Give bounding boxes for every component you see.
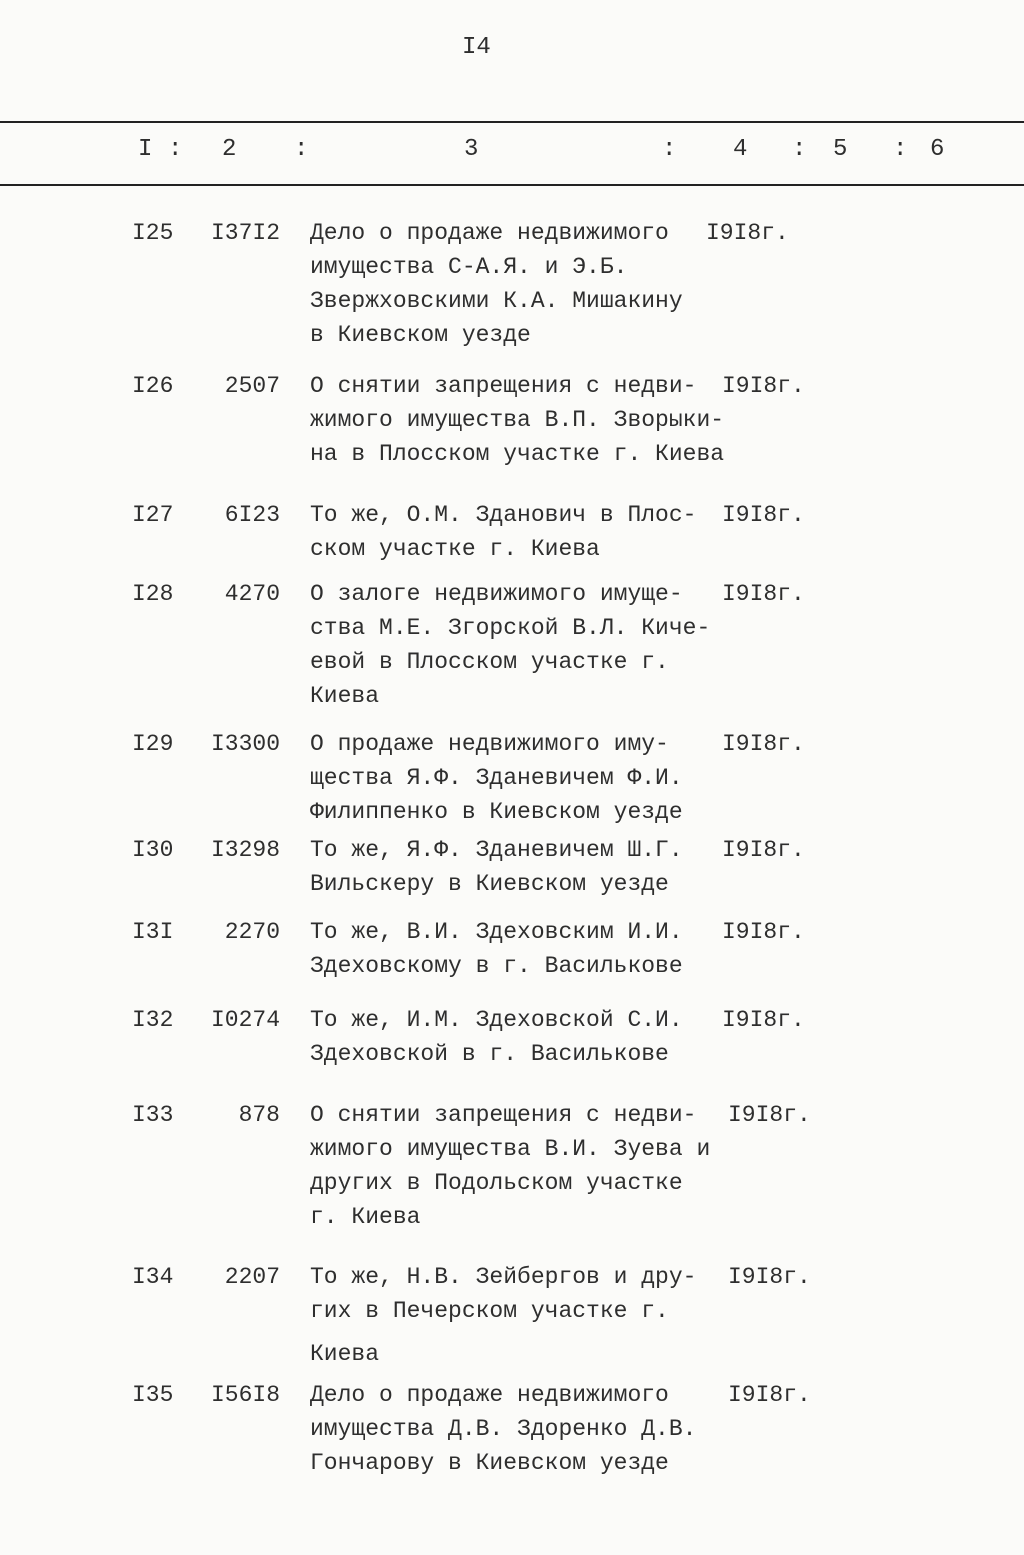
col-1: I xyxy=(138,136,153,163)
record-code: I3298 xyxy=(210,837,280,863)
record-year: I9I8г. xyxy=(722,837,805,863)
record-year: I9I8г. xyxy=(722,731,805,757)
record-year: I9I8г. xyxy=(722,373,805,399)
description-line: Киева xyxy=(310,1341,380,1367)
description-line: Дело о продаже недвижимого xyxy=(310,1382,669,1408)
record-code: I56I8 xyxy=(210,1382,280,1408)
record-number: I28 xyxy=(132,581,174,607)
record-description xyxy=(310,498,696,566)
record-code: 6I23 xyxy=(224,502,280,528)
page-number: I4 xyxy=(462,34,491,61)
description-line: имущества С-А.Я. и Э.Б. xyxy=(310,254,628,280)
record-year: I9I8г. xyxy=(722,919,805,945)
record-year: I9I8г. xyxy=(722,581,805,607)
record-code: 2270 xyxy=(224,919,280,945)
description-line: г. Киева xyxy=(310,1204,421,1230)
record-description xyxy=(310,833,683,901)
description-line: Дело о продаже недвижимого xyxy=(310,220,669,246)
record-number: I26 xyxy=(132,373,174,399)
description-line: Здеховскому в г. Василькове xyxy=(310,953,683,979)
record-description xyxy=(310,1378,696,1480)
record-year: I9I8г. xyxy=(722,1007,805,1033)
col-sep: : xyxy=(168,136,183,163)
col-2: 2 xyxy=(222,136,237,163)
description-line: То же, Я.Ф. Зданевичем Ш.Г. xyxy=(310,837,683,863)
description-line: имущества Д.В. Здоренко Д.В. xyxy=(310,1416,697,1442)
record-code: 4270 xyxy=(224,581,280,607)
description-line: ства М.Е. Згорской В.Л. Киче- xyxy=(310,615,711,641)
record-description xyxy=(310,1098,710,1234)
record-year: I9I8г. xyxy=(728,1382,811,1408)
description-line: в Киевском уезде xyxy=(310,322,531,348)
description-line: других в Подольском участке xyxy=(310,1170,683,1196)
description-line: Вильскеру в Киевском уезде xyxy=(310,871,669,897)
record-number: I3I xyxy=(132,919,174,945)
description-line: Гончарову в Киевском уезде xyxy=(310,1450,669,1476)
col-sep: : xyxy=(294,136,309,163)
col-sep: : xyxy=(893,136,908,163)
col-4: 4 xyxy=(733,136,748,163)
description-line: О снятии запрещения с недви- xyxy=(310,373,697,399)
header-top-rule xyxy=(0,121,1024,123)
record-year: I9I8г. xyxy=(706,220,789,246)
col-3: 3 xyxy=(464,136,479,163)
description-line: То же, В.И. Здеховским И.И. xyxy=(310,919,683,945)
header-bottom-rule xyxy=(0,184,1024,186)
description-line: Филиппенко в Киевском уезде xyxy=(310,799,683,825)
record-number: I33 xyxy=(132,1102,174,1128)
description-line: ском участке г. Киева xyxy=(310,536,600,562)
description-line: О продаже недвижимого иму- xyxy=(310,731,669,757)
description-line: щества Я.Ф. Зданевичем Ф.И. xyxy=(310,765,683,791)
record-number: I34 xyxy=(132,1264,174,1290)
record-description xyxy=(310,369,724,471)
col-sep: : xyxy=(792,136,807,163)
record-description xyxy=(310,1260,696,1371)
record-number: I35 xyxy=(132,1382,174,1408)
description-line: Звержховскими К.А. Мишакину xyxy=(310,288,683,314)
description-line: жимого имущества В.П. Зворыки- xyxy=(310,407,725,433)
record-code: 878 xyxy=(238,1102,280,1128)
description-line: на в Плосском участке г. Киева xyxy=(310,441,725,467)
description-line: То же, Н.В. Зейбергов и дру- xyxy=(310,1264,697,1290)
description-line: О снятии запрещения с недви- xyxy=(310,1102,697,1128)
record-number: I27 xyxy=(132,502,174,528)
record-code: I37I2 xyxy=(210,220,280,246)
record-description xyxy=(310,915,683,983)
description-line: То же, И.М. Здеховской С.И. xyxy=(310,1007,683,1033)
record-description xyxy=(310,1003,683,1071)
description-line: Киева xyxy=(310,683,380,709)
record-code: I3300 xyxy=(210,731,280,757)
record-description xyxy=(310,727,683,829)
description-line: То же, О.М. Зданович в Плос- xyxy=(310,502,697,528)
description-line: жимого имущества В.И. Зуева и xyxy=(310,1136,711,1162)
description-line: гих в Печерском участке г. xyxy=(310,1298,669,1324)
record-year: I9I8г. xyxy=(728,1102,811,1128)
record-number: I25 xyxy=(132,220,174,246)
record-year: I9I8г. xyxy=(728,1264,811,1290)
record-year: I9I8г. xyxy=(722,502,805,528)
record-number: I30 xyxy=(132,837,174,863)
col-5: 5 xyxy=(833,136,848,163)
record-code: 2507 xyxy=(224,373,280,399)
col-sep: : xyxy=(662,136,677,163)
record-description xyxy=(310,216,683,352)
description-line xyxy=(310,1328,696,1337)
col-6: 6 xyxy=(930,136,945,163)
record-code: 2207 xyxy=(224,1264,280,1290)
description-line: Здеховской в г. Василькове xyxy=(310,1041,669,1067)
record-number: I32 xyxy=(132,1007,174,1033)
description-line: евой в Плосском участке г. xyxy=(310,649,669,675)
description-line: О залоге недвижимого имуще- xyxy=(310,581,683,607)
record-description xyxy=(310,577,710,713)
record-number: I29 xyxy=(132,731,174,757)
record-code: I0274 xyxy=(210,1007,280,1033)
